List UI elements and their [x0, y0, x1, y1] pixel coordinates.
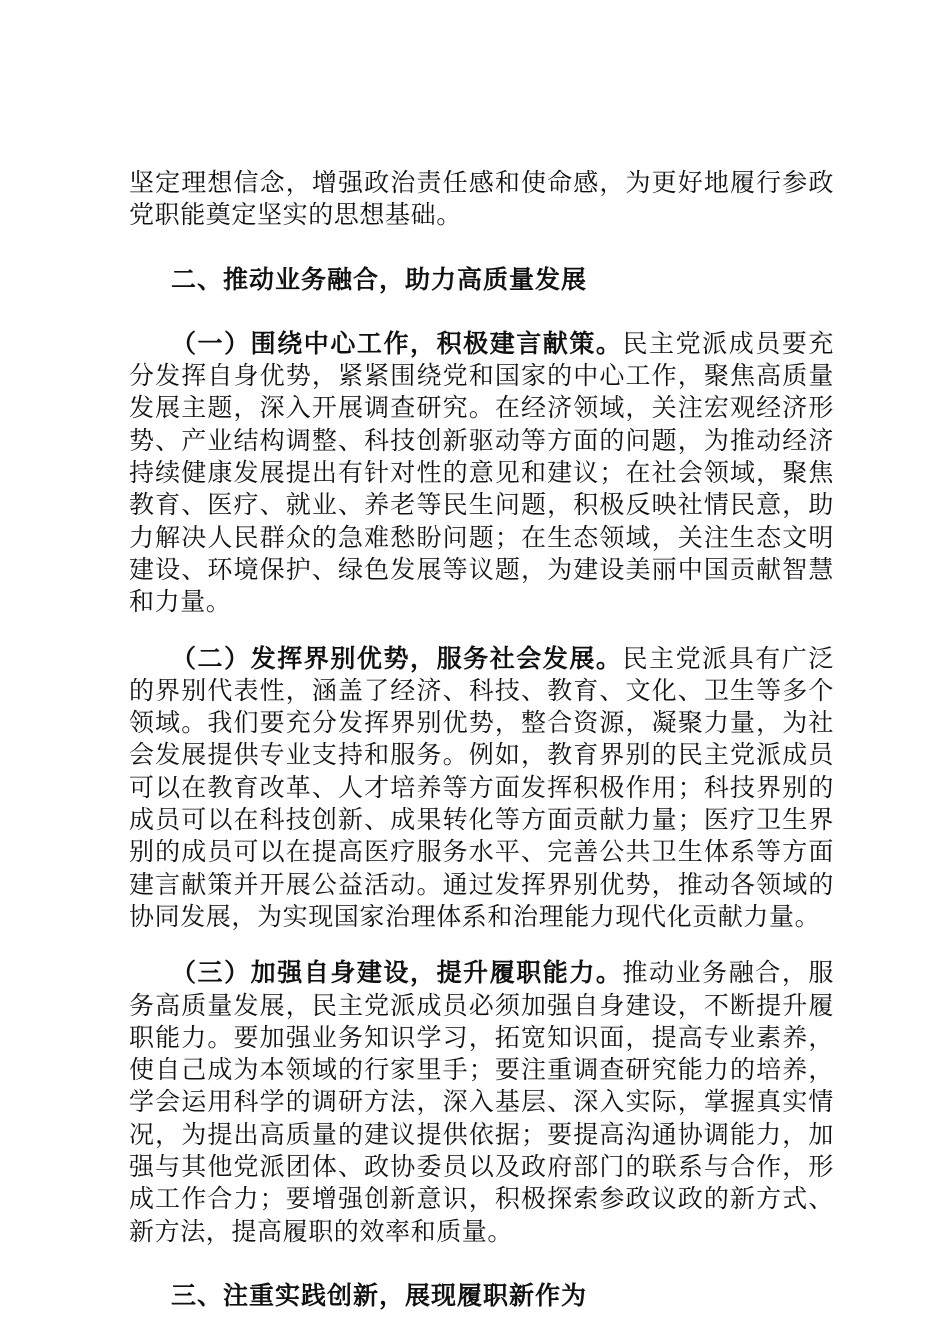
subsection-lead-1: （一）围绕中心工作，积极建言献策。 [171, 328, 623, 358]
spacer [129, 232, 834, 264]
paragraph-continuation: 坚定理想信念，增强政治责任感和使命感，为更好地履行参政党职能奠定坚实的思想基础。 [129, 168, 834, 230]
document-page [129, 167, 834, 1312]
section-heading-2: 二、推动业务融合，助力高质量发展 [171, 264, 588, 294]
subsection-paragraph-1 [129, 328, 834, 619]
spacer [129, 933, 834, 957]
subsection-paragraph-3 [129, 957, 834, 1248]
subsection-body-1: 民主党派成员要充分发挥自身优势，紧紧围绕党和国家的中心工作，聚焦高质量发展主题，深入开展调查研究。在经济领域，关注宏观经济形势、产业结构调整、科技创新驱动等方面的问题，为推动经济持续健康发展提出有针对性的意见和建议；在社会领域，聚焦教育、医疗、就业、养老等民生问题，积极反映社情民意，助力解决人民群众的急难愁盼问题；在生态领域，关注生态文明建设、环境保护、绿色发展等议题，为建设美丽中国贡献智慧和力量。 [129, 328, 834, 617]
subsection-paragraph-2 [129, 643, 834, 934]
subsection-lead-3: （三）加强自身建设，提升履职能力。 [171, 958, 623, 988]
section-heading-3: 三、注重实践创新，展现履职新作为 [171, 1280, 588, 1310]
subsection-body-3: 推动业务融合，服务高质量发展，民主党派成员必须加强自身建设，不断提升履职能力。要加强业务知识学习，拓宽知识面，提高专业素养，使自己成为本领域的行家里手；要注重调查研究能力的培养，学会运用科学的调研方法，深入基层、深入实际，掌握真实情况，为提出高质量的建议提供依据；要提高沟通协调能力，加强与其他党派团体、政协委员以及政府部门的联系与合作，形成工作合力；要增强创新意识，积极探索参政议政的新方式、新方法，提高履职的效率和质量。 [129, 958, 834, 1246]
subsection-lead-2: （二）发挥界别优势，服务社会发展。 [171, 643, 623, 673]
subsection-body-2: 民主党派具有广泛的界别代表性，涵盖了经济、科技、教育、文化、卫生等多个领域。我们要充分发挥界别优势，整合资源，凝聚力量，为社会发展提供专业支持和服务。例如，教育界别的民主党派成员可以在教育改革、人才培养等方面发挥积极作用；科技界别的成员可以在科技创新、成果转化等方面贡献力量；医疗卫生界别的成员可以在提高医疗服务水平、完善公共卫生体系等方面建言献策并开展公益活动。通过发挥界别优势，推动各领域的协同发展，为实现国家治理体系和治理能力现代化贡献力量。 [129, 643, 834, 931]
spacer [129, 1248, 834, 1280]
spacer [129, 619, 834, 643]
spacer [129, 296, 834, 328]
